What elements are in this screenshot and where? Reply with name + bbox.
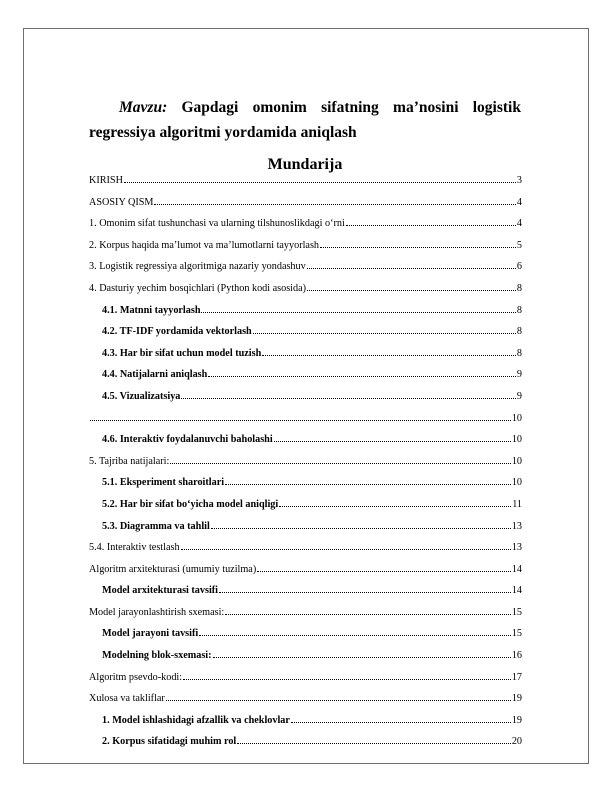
toc-dot-leader [181,390,516,399]
toc-entry[interactable] [89,541,522,563]
toc-entry-page: 3 [516,175,522,186]
toc-entry-title: 4.4. Natijalarni aniqlash [102,369,208,381]
toc-entry-page: 8 [516,304,522,316]
toc-entry-title: 4.5. Vizualizatsiya [102,390,181,402]
toc-entry[interactable] [89,563,522,585]
toc-entry-title: Xulosa va takliflar [89,693,165,705]
toc-entry-page: 16 [511,650,522,662]
toc-dot-leader [213,649,511,658]
toc-entry[interactable] [89,325,522,347]
toc-entry-page: 14 [511,585,522,597]
toc-entry-title: Model jarayoni tavsifi [102,628,199,640]
toc-dot-leader [307,260,516,269]
toc-dot-leader [307,282,516,291]
toc-entry-title: 5.4. Interaktiv testlash [89,542,180,554]
toc-dot-leader [291,714,511,723]
toc-entry-page: 10 [511,434,522,446]
toc-entry-title: 5. Tajriba natijalari: [89,455,170,467]
toc-dot-leader [90,412,511,421]
toc-entry-title: 2. Korpus sifatidagi muhim rol [102,736,237,748]
toc-dot-leader [211,520,511,529]
toc-entry-page: 9 [516,390,522,402]
toc-dot-leader [181,541,511,550]
toc-entry-title: 5.1. Eksperiment sharoitlari [102,477,225,489]
toc-entry-page: 15 [511,628,522,640]
toc-entry-title: ASOSIY QISM [89,196,154,208]
toc-entry-page: 8 [516,347,522,359]
toc-entry-title: Algoritm psevdo-kodi: [89,671,183,683]
toc-entry-page: 13 [511,542,522,554]
toc-entry-title: 4. Dasturiy yechim bosqichlari (Python kodi asosida) [89,282,307,294]
toc-entry[interactable] [89,671,522,693]
toc-entry[interactable] [89,606,522,628]
toc-dot-leader [208,368,516,377]
toc-entry-title: 4.3. Har bir sifat uchun model tuzish [102,347,262,359]
toc-entry[interactable] [89,735,522,757]
topic-paragraph [89,95,521,145]
toc-entry[interactable] [89,368,522,390]
toc-entry[interactable] [89,412,522,434]
toc-dot-leader [253,325,516,334]
table-of-contents [89,174,522,757]
toc-dot-leader [154,196,515,205]
toc-dot-leader [262,347,516,356]
topic-label: Mavzu: [119,99,168,116]
toc-entry[interactable] [89,649,522,671]
toc-entry-title: 5.3. Diagramma va tahlil [102,520,210,532]
toc-entry-title: Model arxitekturasi tavsifi [102,585,219,597]
toc-entry-page: 11 [512,498,522,510]
topic-text: Gapdagi omonim sifatning ma’nosini logistik regressiya algoritmi yordamida aniqlash [89,99,521,141]
toc-dot-leader [274,433,511,442]
toc-entry[interactable] [89,692,522,714]
toc-entry[interactable] [89,476,522,498]
toc-dot-leader [170,455,511,464]
toc-entry-title: 1. Omonim sifat tushunchasi va ularning tilshunoslikdagi o‘rni [89,218,345,230]
toc-entry-page: 8 [516,326,522,338]
toc-entry-title: 2. Korpus haqida ma’lumot va ma’lumotlarni tayyorlash [89,239,320,251]
toc-entry-page: 6 [516,261,522,273]
toc-dot-leader [124,174,516,183]
toc-entry-title: 4.6. Interaktiv foydalanuvchi baholashi [102,434,273,446]
toc-entry[interactable] [89,390,522,412]
toc-dot-leader [166,692,511,701]
toc-entry-title: 4.1. Matnni tayyorlash [102,304,201,316]
toc-dot-leader [225,476,511,485]
toc-entry-page: 19 [511,714,522,726]
toc-entry[interactable] [89,498,522,520]
toc-entry-title: Modelning blok-sxemasi: [102,650,212,662]
toc-entry-page: 10 [511,412,522,424]
toc-entry-title: 1. Model ishlashidagi afzallik va cheklovlar [102,714,290,726]
toc-entry[interactable] [89,455,522,477]
toc-dot-leader [257,563,511,572]
toc-dot-leader [219,584,511,593]
toc-entry[interactable] [89,196,522,218]
toc-dot-leader [201,304,515,313]
toc-entry-page: 13 [511,520,522,532]
toc-entry-title: Model jarayonlashtirish sxemasi: [89,606,225,618]
toc-entry[interactable] [89,174,522,196]
toc-entry-page: 20 [511,736,522,748]
toc-entry-title: 4.2. TF-IDF yordamida vektorlash [102,326,252,338]
toc-dot-leader [225,606,511,615]
toc-entry[interactable] [89,520,522,542]
toc-dot-leader [183,671,511,680]
toc-entry[interactable] [89,714,522,736]
toc-entry[interactable] [89,347,522,369]
toc-entry-page: 4 [516,218,522,230]
toc-heading: Mundarija [267,156,343,173]
toc-entry-page: 19 [511,693,522,705]
toc-entry[interactable] [89,282,522,304]
toc-entry-page: 8 [516,282,522,294]
toc-entry-page: 14 [511,563,522,575]
toc-entry-title: 3. Logistik regressiya algoritmiga nazariy yondashuv [89,261,306,273]
toc-entry[interactable] [89,239,522,261]
toc-entry-title: Algoritm arxitekturasi (umumiy tuzilma) [89,563,257,575]
toc-entry[interactable] [89,260,522,282]
toc-entry[interactable] [89,217,522,239]
toc-entry-page: 10 [511,477,522,489]
toc-dot-leader [279,498,511,507]
toc-dot-leader [237,735,511,744]
toc-dot-leader [346,217,516,226]
toc-entry-page: 5 [516,239,522,251]
toc-entry[interactable] [89,584,522,606]
toc-entry-page: 17 [511,671,522,683]
toc-entry-page: 4 [516,196,522,208]
toc-entry-page: 9 [516,369,522,381]
toc-dot-leader [199,627,511,636]
toc-entry[interactable] [89,304,522,326]
toc-entry[interactable] [89,433,522,455]
toc-entry-page: 15 [511,606,522,618]
toc-dot-leader [320,239,516,248]
toc-entry-page: 10 [511,455,522,467]
toc-entry-title: 5.2. Har bir sifat bo‘yicha model aniqligi [102,498,279,510]
toc-entry-title: KIRISH [89,175,123,186]
toc-entry[interactable] [89,627,522,649]
